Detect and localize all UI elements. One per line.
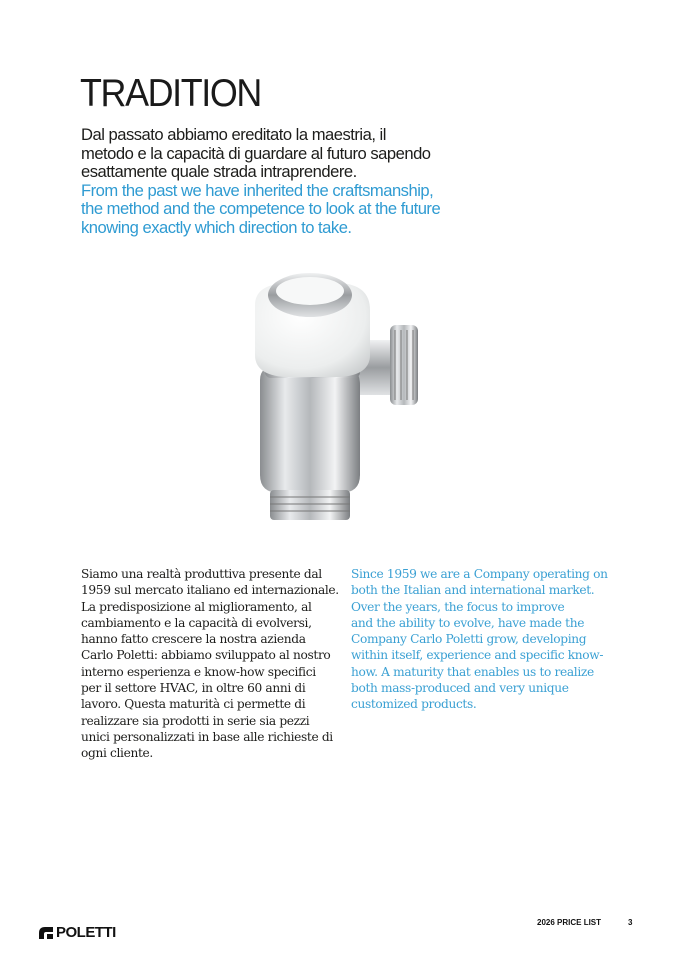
- text-line: Since 1959 we are a Company operating on: [351, 567, 608, 581]
- text-line: From the past we have inherited the craftsmanship,: [81, 180, 434, 200]
- page-title: TRADITION: [80, 72, 261, 115]
- text-line: unici personalizzati in base alle richieste di: [81, 729, 333, 744]
- intro-english: [81, 182, 521, 238]
- text-line: realizzare sia prodotti in serie sia pezzi: [81, 713, 310, 728]
- text-line: cambiamento e la capacità di evolversi,: [81, 615, 312, 630]
- text-line: lavoro. Questa maturità ci permette di: [81, 697, 306, 712]
- poletti-logo-mark-icon: [38, 926, 54, 940]
- text-line: within itself, experience and specific know-: [351, 648, 604, 663]
- text-line: esattamente quale strada intraprendere.: [81, 162, 357, 182]
- footer-price-list-label: 2026 PRICE LIST: [537, 918, 602, 927]
- text-line: ogni cliente.: [81, 746, 153, 761]
- poletti-logo: [38, 924, 116, 941]
- text-line: La predisposizione al miglioramento, al: [81, 599, 312, 614]
- text-line: how. A maturity that enables us to realize: [351, 664, 594, 679]
- text-line: Over the years, the focus to improve: [351, 599, 565, 614]
- intro-italian: [81, 126, 521, 182]
- page-number: 3: [628, 918, 633, 927]
- body-english: [351, 566, 608, 713]
- text-line: Siamo una realtà produttiva presente dal: [81, 567, 322, 581]
- text-line: knowing exactly which direction to take.: [81, 217, 352, 237]
- text-line: the method and the competence to look at the future: [81, 199, 441, 219]
- body-italian: [81, 566, 339, 762]
- intro-text: [81, 126, 521, 238]
- radiator-valve-image: [225, 265, 435, 540]
- logo-text: POLETTI: [56, 924, 116, 941]
- text-line: hanno fatto crescere la nostra azienda: [81, 632, 306, 647]
- text-line: interno esperienza e know-how specifici: [81, 664, 316, 679]
- text-line: metodo e la capacità di guardare al futuro sapendo: [81, 143, 431, 163]
- text-line: per il settore HVAC, in oltre 60 anni di: [81, 681, 306, 696]
- text-line: Carlo Poletti: abbiamo sviluppato al nostro: [81, 648, 331, 663]
- text-line: Dal passato abbiamo ereditato la maestria, il: [81, 125, 386, 144]
- text-line: 1959 sul mercato italiano ed internazionale.: [81, 583, 339, 598]
- text-line: both mass-produced and very unique: [351, 681, 569, 696]
- text-line: and the ability to evolve, have made the: [351, 615, 585, 630]
- text-line: both the Italian and international market.: [351, 583, 595, 598]
- text-line: customized products.: [351, 697, 477, 712]
- text-line: Company Carlo Poletti grow, developing: [351, 632, 587, 647]
